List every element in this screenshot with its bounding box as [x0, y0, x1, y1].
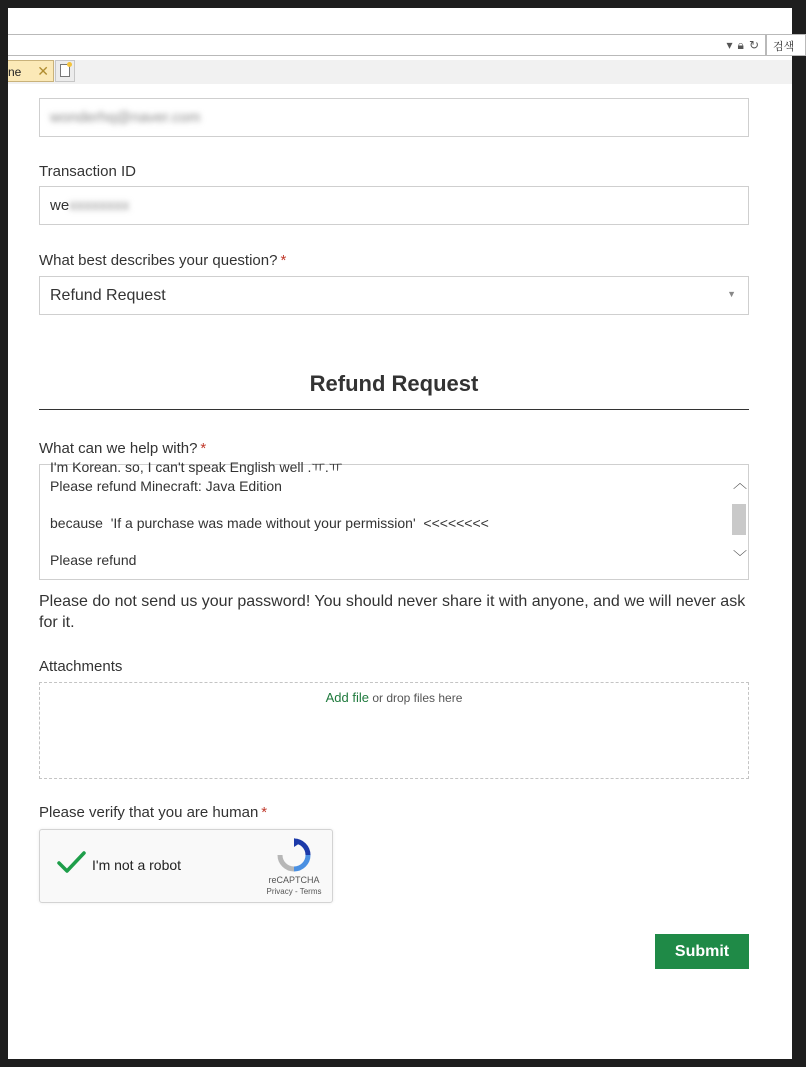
- dropdown-arrow-icon: ▼: [727, 289, 736, 299]
- search-box[interactable]: 검색: [766, 34, 806, 56]
- textarea-line: [50, 495, 489, 514]
- lock-icon[interactable]: 🔒︎: [737, 38, 744, 52]
- chevron-up-icon[interactable]: ︿: [733, 475, 747, 491]
- section-divider: [39, 409, 749, 410]
- question-select-value: Refund Request: [50, 287, 166, 304]
- required-mark: *: [200, 440, 207, 457]
- file-dropzone[interactable]: [39, 682, 749, 779]
- browser-tab[interactable]: [8, 60, 54, 82]
- recaptcha-logo-icon: [277, 838, 311, 872]
- textarea-line: I'm Korean. so, I can't speak English well .ㅠ.ㅠ: [50, 459, 343, 475]
- question-label-text: What best describes your question?: [39, 252, 278, 269]
- textarea-line: Please refund Minecraft: Java Edition: [50, 477, 282, 494]
- tab-bar: [8, 60, 792, 84]
- question-select[interactable]: [39, 276, 749, 315]
- question-label: [39, 252, 286, 269]
- captcha-label: I'm not a robot: [92, 857, 182, 873]
- recaptcha-links[interactable]: Privacy - Terms: [266, 887, 322, 896]
- recaptcha-brand: reCAPTCHA: [268, 875, 320, 885]
- required-mark: *: [280, 252, 287, 269]
- add-file-link[interactable]: Add file: [325, 690, 369, 705]
- transaction-value: we: [50, 197, 70, 214]
- textarea-line: Please refund: [50, 551, 137, 568]
- verify-label: [39, 804, 267, 821]
- textarea-line: because 'If a purchase was made without your permission' <<<<<<<<: [50, 514, 489, 531]
- email-field[interactable]: [39, 98, 749, 137]
- verify-label-text: Please verify that you are human: [39, 804, 259, 821]
- close-icon[interactable]: ✕: [37, 63, 49, 79]
- recaptcha-widget: [39, 829, 333, 903]
- help-label-text: What can we help with?: [39, 440, 198, 457]
- password-notice: Please do not send us your password! You should never share it with anyone, and we will never ask for it.: [39, 593, 746, 631]
- refresh-icon[interactable]: ↻: [748, 38, 759, 52]
- new-tab-button[interactable]: [55, 60, 75, 82]
- textarea-line: [50, 532, 489, 551]
- tab-label: ne: [8, 65, 22, 79]
- address-bar-icons: [727, 37, 759, 53]
- help-label: [39, 440, 206, 457]
- textarea-scrollbar[interactable]: [731, 465, 748, 579]
- browser-window: [8, 8, 795, 1059]
- scroll-thumb[interactable]: [732, 504, 746, 535]
- new-tab-icon: [60, 64, 70, 77]
- required-mark: *: [261, 804, 268, 821]
- chevron-down-icon[interactable]: ﹀: [733, 549, 747, 565]
- address-bar[interactable]: [8, 34, 766, 56]
- submit-button[interactable]: Submit: [655, 934, 749, 969]
- attachments-label: Attachments: [39, 658, 123, 675]
- textarea-content: [50, 458, 489, 569]
- transaction-label: Transaction ID: [39, 163, 136, 180]
- section-title: Refund Request: [309, 371, 479, 396]
- email-value: wonderhq@naver.com: [50, 109, 201, 126]
- drop-files-text: or drop files here: [368, 691, 463, 705]
- transaction-hidden: xxxxxxxx: [69, 197, 130, 214]
- checkmark-icon[interactable]: [56, 848, 86, 878]
- help-textarea[interactable]: [39, 459, 749, 580]
- transaction-id-field[interactable]: [39, 186, 749, 225]
- dropdown-arrow-icon[interactable]: ▾: [726, 38, 733, 52]
